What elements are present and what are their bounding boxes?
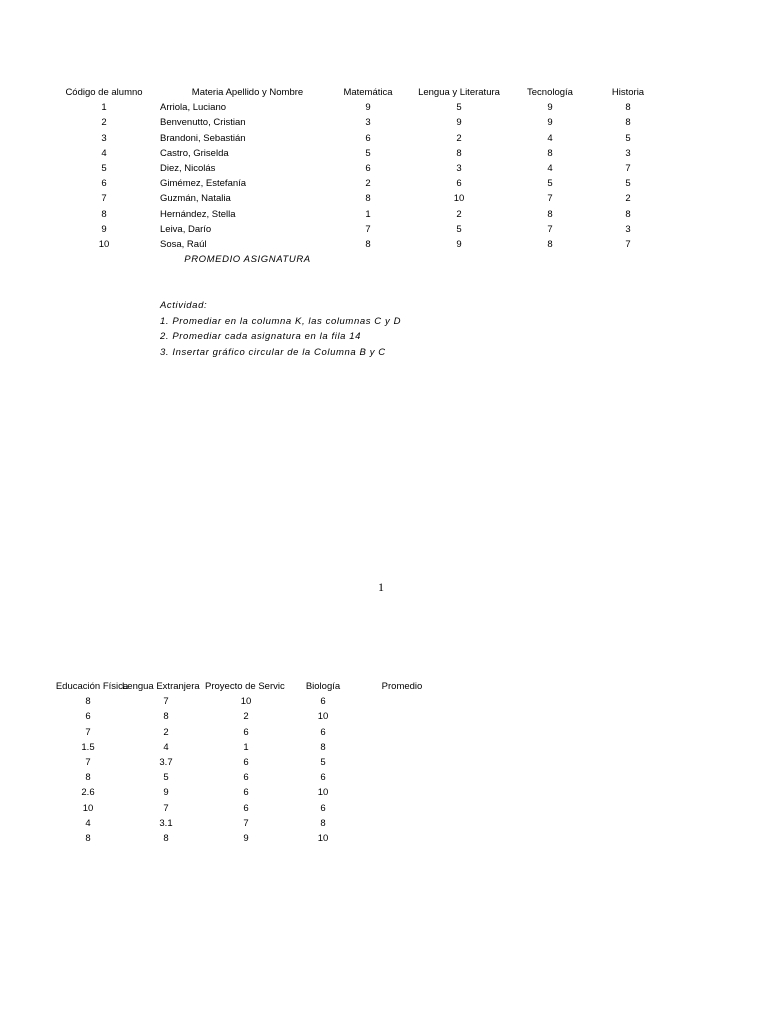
proyecto-servicio-cell: 6 xyxy=(243,772,249,784)
educacion-fisica-cell: 7 xyxy=(85,756,91,768)
nombre-cell: Diez, Nicolás xyxy=(160,162,216,174)
header-historia: Historia xyxy=(611,87,645,98)
codigo-cell: 3 xyxy=(101,132,107,144)
historia-cell: 7 xyxy=(625,238,631,250)
proyecto-servicio-cell: 6 xyxy=(243,802,249,814)
educacion-fisica-cell: 2.6 xyxy=(81,787,95,799)
header-matematica: Matemática xyxy=(343,87,393,98)
nombre-cell: Benvenutto, Cristian xyxy=(160,117,246,129)
proyecto-servicio-cell: 2 xyxy=(243,711,249,723)
nombre-cell: Sosa, Raúl xyxy=(160,238,207,250)
lengua-cell: 10 xyxy=(453,193,465,205)
table-row xyxy=(0,801,768,816)
biologia-cell: 10 xyxy=(317,787,329,799)
table-row xyxy=(0,770,768,785)
table-row xyxy=(0,694,768,709)
proyecto-servicio-cell: 7 xyxy=(243,817,249,829)
tecnologia-cell: 4 xyxy=(547,162,553,174)
table-row xyxy=(0,755,768,770)
historia-cell: 3 xyxy=(625,223,631,235)
table-header-row xyxy=(0,679,768,694)
average-row xyxy=(0,252,768,267)
codigo-cell: 5 xyxy=(101,162,107,174)
codigo-cell: 9 xyxy=(101,223,107,235)
matematica-cell: 7 xyxy=(365,223,371,235)
historia-cell: 2 xyxy=(625,193,631,205)
activity-block xyxy=(160,298,401,360)
educacion-fisica-cell: 8 xyxy=(85,832,91,844)
lengua-extranjera-cell: 7 xyxy=(163,696,169,708)
lengua-extranjera-cell: 7 xyxy=(163,802,169,814)
table-header-row xyxy=(0,85,768,100)
matematica-cell: 5 xyxy=(365,147,371,159)
table-body xyxy=(0,100,768,252)
table-row xyxy=(0,725,768,740)
lengua-cell: 2 xyxy=(456,132,462,144)
historia-cell: 8 xyxy=(625,208,631,220)
biologia-cell: 6 xyxy=(320,772,326,784)
lengua-cell: 2 xyxy=(456,208,462,220)
lengua-cell: 9 xyxy=(456,238,462,250)
tecnologia-cell: 8 xyxy=(547,208,553,220)
matematica-cell: 8 xyxy=(365,238,371,250)
nombre-cell: Guzmán, Natalia xyxy=(160,193,231,205)
activity-item-2: 2. Promediar cada asignatura en la fila 14 xyxy=(160,331,362,342)
table-row xyxy=(0,709,768,724)
lengua-extranjera-cell: 4 xyxy=(163,741,169,753)
activity-item-1: 1. Promediar en la columna K, las columnas C y D xyxy=(160,315,402,327)
codigo-cell: 7 xyxy=(101,193,107,205)
lengua-cell: 3 xyxy=(456,162,462,174)
table-row xyxy=(0,176,768,191)
table-row xyxy=(0,740,768,755)
nombre-cell: Leiva, Darío xyxy=(160,223,212,235)
lengua-cell: 8 xyxy=(456,147,462,159)
table-row xyxy=(0,131,768,146)
average-label: PROMEDIO ASIGNATURA xyxy=(184,254,311,266)
table-row xyxy=(0,831,768,846)
proyecto-servicio-cell: 1 xyxy=(243,741,249,753)
activity-title: Actividad: xyxy=(160,300,208,311)
codigo-cell: 10 xyxy=(98,238,110,250)
header-biologia: Biología xyxy=(305,681,341,692)
historia-cell: 8 xyxy=(625,117,631,129)
tecnologia-cell: 4 xyxy=(547,132,553,144)
student-grades-table-bottom xyxy=(0,679,768,846)
activity-item-3: 3. Insertar gráfico circular de la Columna B y C xyxy=(160,346,386,358)
proyecto-servicio-cell: 9 xyxy=(243,832,249,844)
lengua-extranjera-cell: 3.7 xyxy=(159,756,173,768)
student-grades-table-top xyxy=(0,85,768,267)
codigo-cell: 2 xyxy=(101,117,107,129)
matematica-cell: 2 xyxy=(365,178,371,190)
tecnologia-cell: 8 xyxy=(547,147,553,159)
codigo-cell: 8 xyxy=(101,208,107,220)
header-promedio: Promedio xyxy=(381,681,423,692)
header-codigo-alumno: Código de alumno xyxy=(65,87,143,98)
matematica-cell: 8 xyxy=(365,193,371,205)
biologia-cell: 6 xyxy=(320,696,326,708)
table-row xyxy=(0,191,768,206)
page-number: 1 xyxy=(378,580,384,594)
educacion-fisica-cell: 7 xyxy=(85,726,91,738)
tecnologia-cell: 7 xyxy=(547,223,553,235)
tecnologia-cell: 9 xyxy=(547,102,553,114)
table-row xyxy=(0,222,768,237)
historia-cell: 5 xyxy=(625,132,631,144)
proyecto-servicio-cell: 10 xyxy=(240,696,252,708)
historia-cell: 7 xyxy=(625,162,631,174)
codigo-cell: 1 xyxy=(101,102,107,114)
nombre-cell: Brandoni, Sebastián xyxy=(160,132,246,144)
header-proyecto-servicio: Proyecto de Servic xyxy=(205,681,285,692)
historia-cell: 3 xyxy=(625,147,631,159)
matematica-cell: 3 xyxy=(365,117,371,129)
header-materia-nombre: Materia Apellido y Nombre xyxy=(191,87,304,98)
table-row xyxy=(0,146,768,161)
lengua-extranjera-cell: 8 xyxy=(163,711,169,723)
lengua-extranjera-cell: 2 xyxy=(163,726,169,738)
header-lengua-literatura: Lengua y Literatura xyxy=(418,87,500,98)
matematica-cell: 1 xyxy=(365,208,371,220)
table-body xyxy=(0,694,768,846)
lengua-cell: 5 xyxy=(456,223,462,235)
tecnologia-cell: 9 xyxy=(547,117,553,129)
table-row xyxy=(0,816,768,831)
educacion-fisica-cell: 6 xyxy=(85,711,91,723)
biologia-cell: 8 xyxy=(320,741,326,753)
biologia-cell: 8 xyxy=(320,817,326,829)
table-row xyxy=(0,115,768,130)
header-lengua-extranjera: Lengua Extranjera xyxy=(122,681,200,692)
biologia-cell: 5 xyxy=(320,756,326,768)
table-row xyxy=(0,100,768,115)
historia-cell: 5 xyxy=(625,178,631,190)
educacion-fisica-cell: 10 xyxy=(82,802,94,814)
table-row xyxy=(0,785,768,800)
proyecto-servicio-cell: 6 xyxy=(243,726,249,738)
table-row xyxy=(0,207,768,222)
tecnologia-cell: 5 xyxy=(547,178,553,190)
biologia-cell: 6 xyxy=(320,802,326,814)
matematica-cell: 6 xyxy=(365,162,371,174)
lengua-cell: 9 xyxy=(456,117,462,129)
lengua-extranjera-cell: 3.1 xyxy=(159,817,173,829)
educacion-fisica-cell: 1.5 xyxy=(81,741,95,753)
table-row xyxy=(0,161,768,176)
matematica-cell: 9 xyxy=(365,102,371,114)
lengua-extranjera-cell: 5 xyxy=(163,772,169,784)
lengua-cell: 6 xyxy=(456,178,462,190)
educacion-fisica-cell: 8 xyxy=(85,696,91,708)
biologia-cell: 10 xyxy=(317,711,329,723)
codigo-cell: 4 xyxy=(101,147,107,159)
biologia-cell: 6 xyxy=(320,726,326,738)
header-educacion-fisica: Educación Física xyxy=(55,681,129,692)
codigo-cell: 6 xyxy=(101,178,107,190)
matematica-cell: 6 xyxy=(365,132,371,144)
biologia-cell: 10 xyxy=(317,832,329,844)
tecnologia-cell: 8 xyxy=(547,238,553,250)
nombre-cell: Castro, Griselda xyxy=(160,147,229,159)
table-row xyxy=(0,237,768,252)
lengua-extranjera-cell: 8 xyxy=(163,832,169,844)
nombre-cell: Arriola, Luciano xyxy=(160,102,227,114)
nombre-cell: Gimémez, Estefanía xyxy=(160,178,247,190)
proyecto-servicio-cell: 6 xyxy=(243,787,249,799)
tecnologia-cell: 7 xyxy=(547,193,553,205)
nombre-cell: Hernández, Stella xyxy=(160,208,236,220)
educacion-fisica-cell: 8 xyxy=(85,772,91,784)
lengua-cell: 5 xyxy=(456,102,462,114)
proyecto-servicio-cell: 6 xyxy=(243,756,249,768)
historia-cell: 8 xyxy=(625,102,631,114)
educacion-fisica-cell: 4 xyxy=(85,817,91,829)
lengua-extranjera-cell: 9 xyxy=(163,787,169,799)
header-tecnologia: Tecnología xyxy=(527,87,573,98)
